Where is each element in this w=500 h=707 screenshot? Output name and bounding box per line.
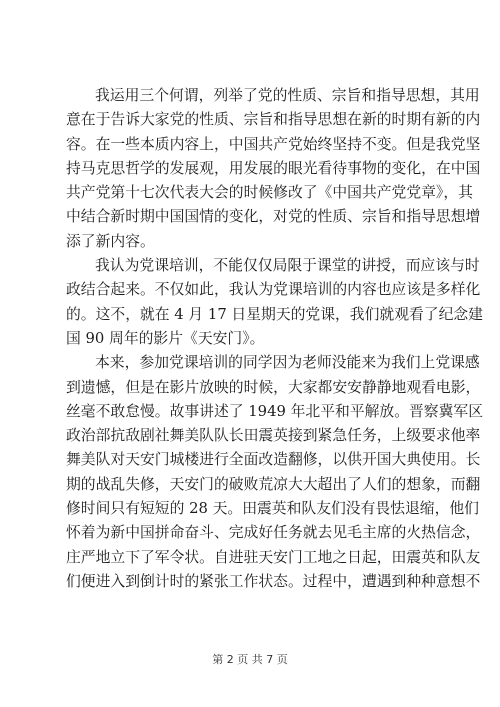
text-line: 到遗憾，但是在影片放映的时候，大家都安安静静地观看电影， (66, 378, 481, 396)
text-line: 中结合新时期中国国情的变化，对党的性质、宗旨和指导思想增 (66, 208, 481, 226)
text-line: 持马克思哲学的发展观，用发展的眼光看待事物的变化，在中国 (66, 159, 481, 177)
text-line: 本来，参加党课培训的同学因为老师没能来为我们上党课感 (95, 354, 480, 372)
paragraph-2 (66, 254, 483, 351)
text-line: 容。在一些本质内容上，中国共产党始终坚持不变。但是我党坚 (66, 135, 481, 153)
text-line: 政结合起来。不仅如此，我认为党课培训的内容也应该是多样化 (66, 281, 481, 299)
text-line: 的。这不，就在 4 月 17 日星期天的党课，我们就观看了纪念建 (66, 305, 483, 323)
text-line: 舞美队对天安门城楼进行全面改造翻修，以供开国大典使用。长 (66, 451, 481, 469)
text-line: 政治部抗敌剧社舞美队队长田震英接到紧急任务，上级要求他率 (66, 427, 481, 445)
text-line: 们便进入到倒计时的紧张工作状态。过程中，遭遇到种种意想不 (66, 572, 481, 590)
text-line: 怀着为新中国拼命奋斗、完成好任务就去见毛主席的火热信念， (66, 524, 481, 542)
document-body (66, 84, 483, 594)
text-line: 国 90 周年的影片《天安门》。 (66, 329, 265, 347)
text-line: 添了新内容。 (66, 232, 155, 250)
paragraph-1 (66, 84, 481, 254)
text-line: 我认为党课培训，不能仅仅局限于课堂的讲授，而应该与时 (95, 257, 480, 275)
text-line: 期的战乱失修，天安门的破败荒凉大大超出了人们的想象，而翻 (66, 475, 481, 493)
page-number-footer: 第 2 页 共 7 页 (212, 653, 288, 666)
text-line: 共产党第十七次代表大会的时候修改了《中国共产党党章》，其 (66, 184, 473, 202)
text-line: 庄严地立下了军令状。自进驻天安门工地之日起，田震英和队友 (66, 548, 481, 566)
paragraph-3 (66, 351, 483, 594)
text-line: 意在于告诉大家党的性质、宗旨和指导思想在新的时期有新的内 (66, 111, 481, 129)
text-line: 修时间只有短短的 28 天。田震英和队友们没有畏怯退缩，他们 (66, 500, 479, 518)
text-line: 丝毫不敢怠慢。故事讲述了 1949 年北平和平解放。晋察冀军区 (66, 402, 483, 420)
text-line: 我运用三个何谓，列举了党的性质、宗旨和指导思想，其用 (95, 87, 480, 104)
